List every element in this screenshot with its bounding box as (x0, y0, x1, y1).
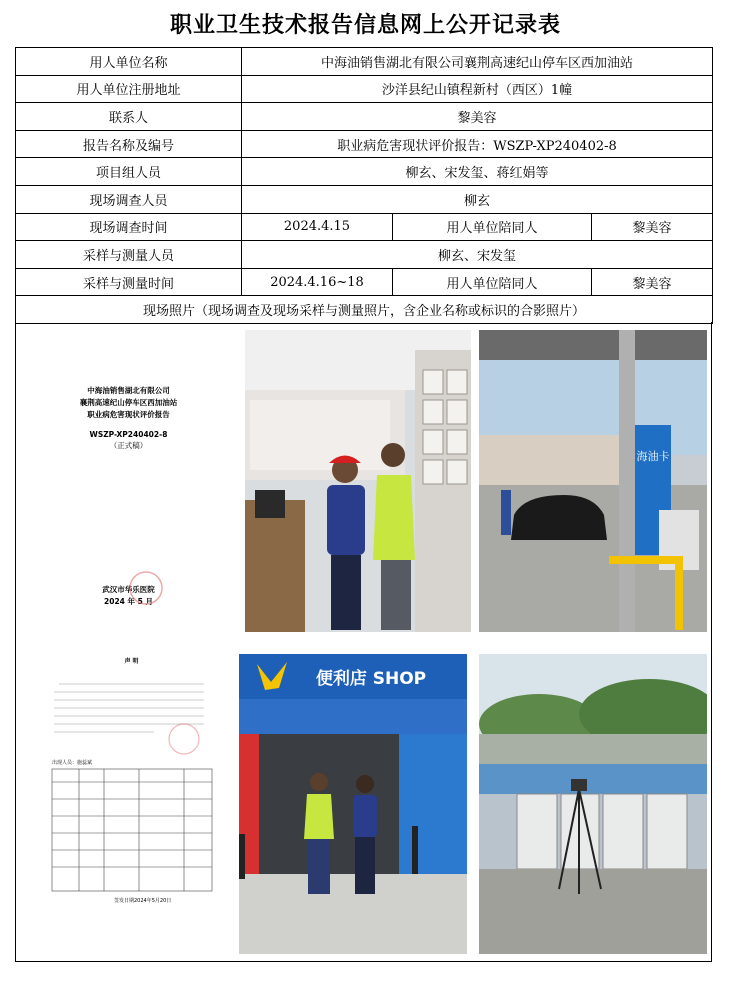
survey-companion-label: 用人单位陪同人 (393, 213, 592, 241)
cover-line1: 中海油销售湖北有限公司 (87, 386, 170, 395)
statement-signed: 签发日期2024年5月20日 (114, 898, 172, 904)
address-label: 用人单位注册地址 (16, 75, 242, 103)
photos-label: 现场照片（现场调查及现场采样与测量照片，含企业名称或标识的合影照片） (16, 296, 713, 324)
cover-line3: 职业病危害现状评价报告 (87, 410, 170, 419)
group-photo (239, 654, 467, 954)
contact-label: 联系人 (16, 103, 242, 131)
record-table (15, 47, 713, 324)
report-label: 报告名称及编号 (16, 130, 242, 158)
table-row (16, 268, 713, 296)
table-row (16, 158, 713, 186)
survey-time-value: 2024.4.15 (242, 213, 393, 241)
page-title: 职业卫生技术报告信息网上公开记录表 (169, 13, 561, 38)
project-members-label: 项目组人员 (16, 158, 242, 186)
stamp-icon (21, 330, 236, 632)
survey-time-label: 现场调查时间 (16, 213, 242, 241)
report-value: 职业病危害现状评价报告：WSZP-XP240402-8 (242, 130, 713, 158)
sampling-time-value: 2024.4.16~18 (242, 268, 393, 296)
statement-table-title: 出现人员：施蕊斌 (52, 760, 93, 766)
sampling-photo (479, 654, 707, 954)
survey-photo (245, 330, 471, 632)
cover-code: WSZP-XP240402-8 (89, 430, 168, 439)
sampling-time-label: 采样与测量时间 (16, 268, 242, 296)
table-row (16, 241, 713, 269)
table-row (16, 75, 713, 103)
unit-name-value: 中海油销售湖北有限公司襄荆高速纪山停车区西加油站 (242, 48, 713, 76)
sampling-staff-label: 采样与测量人员 (16, 241, 242, 269)
survey-staff-value: 柳玄 (242, 185, 713, 213)
table-row (16, 48, 713, 76)
cover-edition: （正式稿） (109, 441, 148, 450)
table-row (16, 213, 713, 241)
table-row (16, 296, 713, 324)
sampling-companion-value: 黎美容 (592, 268, 713, 296)
address-value: 沙洋县纪山镇程新村（西区）1幢 (242, 75, 713, 103)
statement-heading: 声 明 (124, 658, 139, 665)
report-cover-photo (21, 330, 236, 632)
statement-photo (34, 654, 229, 912)
table-row (16, 103, 713, 131)
survey-staff-label: 现场调查人员 (16, 185, 242, 213)
table-row (16, 130, 713, 158)
station-photo (479, 330, 707, 632)
photo-area (15, 322, 712, 962)
cover-org: 武汉市华乐医院 (102, 585, 155, 594)
cover-line2: 襄荆高速纪山停车区西加油站 (79, 398, 178, 407)
unit-name-label: 用人单位名称 (16, 48, 242, 76)
sampling-staff-value: 柳玄、宋发玺 (242, 241, 713, 269)
pump-sign-text: 海油卡 (636, 450, 670, 463)
sampling-companion-label: 用人单位陪同人 (393, 268, 592, 296)
cover-date: 2024 年 5 月 (104, 597, 153, 606)
survey-companion-value: 黎美容 (592, 213, 713, 241)
shop-sign-text: 便利店 SHOP (315, 669, 427, 689)
project-members-value: 柳玄、宋发玺、蒋红娟等 (242, 158, 713, 186)
table-row (16, 185, 713, 213)
contact-value: 黎美容 (242, 103, 713, 131)
